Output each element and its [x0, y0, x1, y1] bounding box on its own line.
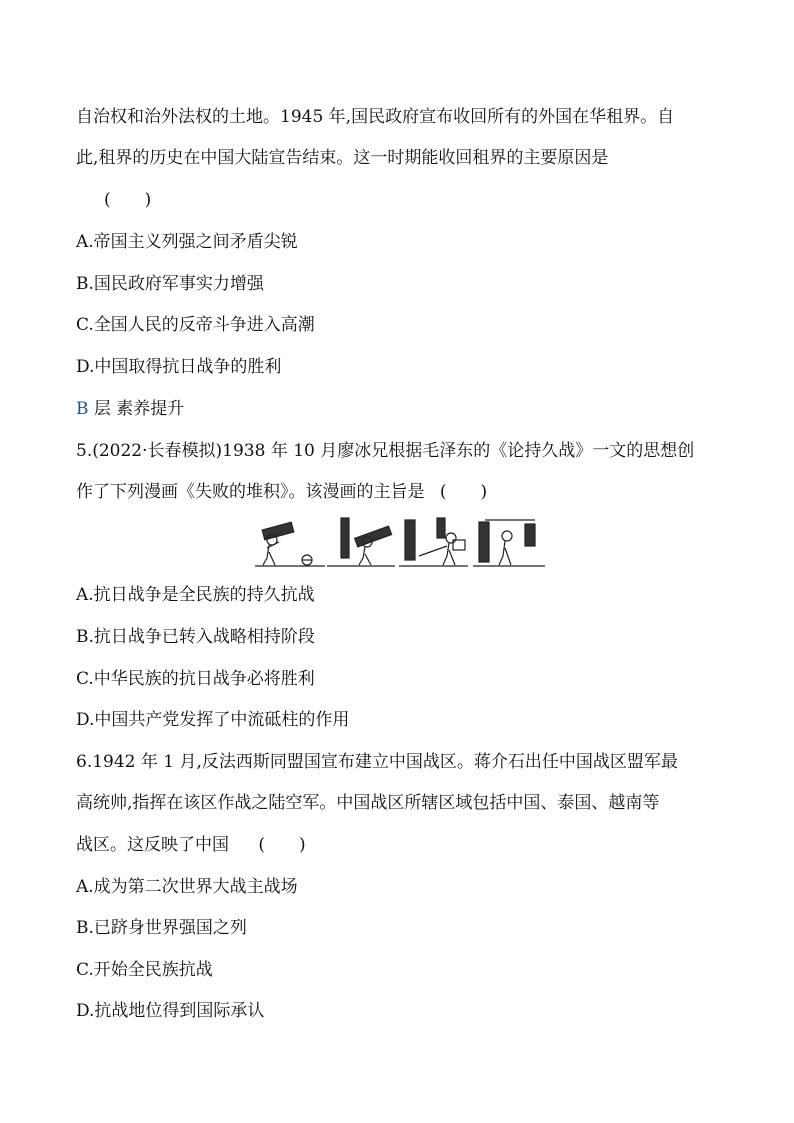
- q4-option-c: C.全国人民的反帝斗争进入高潮: [76, 315, 315, 335]
- section-heading: [76, 397, 184, 421]
- q4-answer-bracket: ( ): [104, 190, 152, 210]
- q6-option-b: B.已跻身世界强国之列: [76, 918, 247, 938]
- q6-stem-text: 战区。这反映了中国: [76, 835, 229, 855]
- cartoon-panel-1: [255, 522, 325, 566]
- q5-stem-text: 作了下列漫画《失败的堆积》。该漫画的主旨是: [76, 482, 425, 502]
- q4-option-d: D.中国取得抗日战争的胜利: [76, 357, 282, 377]
- q5-stem-line-2: [76, 480, 487, 504]
- cartoon-panel-4: [473, 520, 545, 566]
- q4-stem-line-2: 此,租界的历史在中国大陆宣告结束。这一时期能收回租界的主要原因是: [76, 148, 609, 168]
- q6-stem-line-2: 高统帅,指挥在该区作战之陆空军。中国战区所辖区域包括中国、泰国、越南等: [76, 793, 660, 813]
- q5-option-d: D.中国共产党发挥了中流砥柱的作用: [76, 710, 350, 730]
- q6-stem-line-1: 6.1942 年 1 月,反法西斯同盟国宣布建立中国战区。蒋介石出任中国战区盟军最: [76, 752, 678, 772]
- cartoon-failure-pile: [255, 512, 545, 570]
- q6-answer-bracket: ( ): [258, 835, 306, 855]
- q5-option-b: B.抗日战争已转入战略相持阶段: [76, 627, 315, 647]
- q4-option-b: B.国民政府军事实力增强: [76, 274, 264, 294]
- section-title: 层 素养提升: [88, 399, 185, 419]
- cartoon-panel-2: [327, 518, 395, 566]
- cartoon-panel-3: [399, 518, 468, 566]
- q5-option-a: A.抗日战争是全民族的持久抗战: [76, 585, 315, 605]
- q6-option-a: A.成为第二次世界大战主战场: [76, 877, 298, 897]
- section-letter: B: [76, 399, 89, 419]
- q5-stem-line-1: 5.(2022·长春模拟)1938 年 10 月廖冰兄根据毛泽东的《论持久战》一文的思想创: [76, 441, 695, 461]
- q5-option-c: C.中华民族的抗日战争必将胜利: [76, 669, 315, 689]
- q6-option-c: C.开始全民族抗战: [76, 960, 213, 980]
- q6-option-d: D.抗战地位得到国际承认: [76, 1001, 265, 1021]
- q6-stem-line-3: [76, 833, 306, 857]
- q4-option-a: A.帝国主义列强之间矛盾尖锐: [76, 232, 298, 252]
- q4-stem-line-1: 自治权和治外法权的土地。1945 年,国民政府宣布收回所有的外国在华租界。自: [76, 107, 675, 127]
- q5-answer-bracket: ( ): [439, 482, 488, 502]
